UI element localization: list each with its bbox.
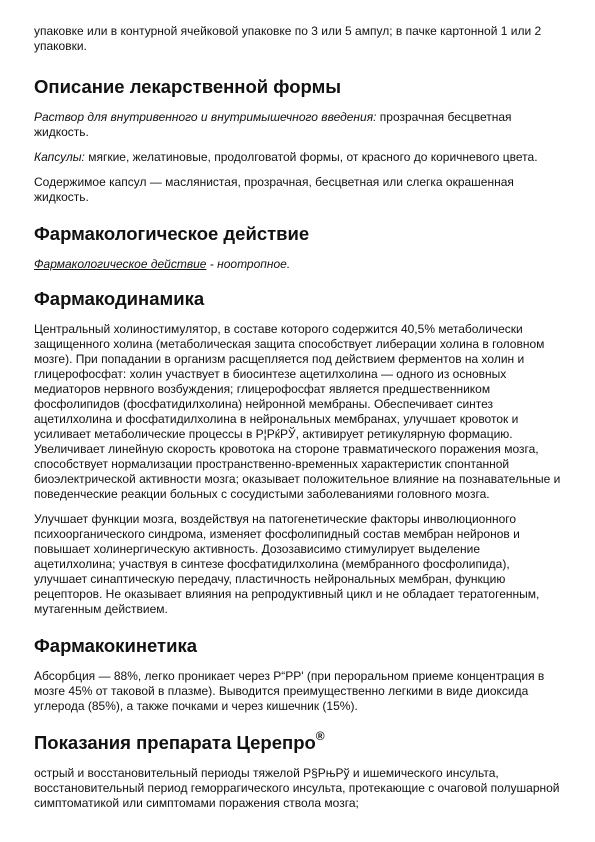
dosage-form-heading: Описание лекарственной формы <box>34 76 342 97</box>
indications-paragraph: острый и восстановительный периоды тяжелой Р§РњРў и ишемического инсульта, восстановительный период геморрагического инсульта, протекающие с очаговой полушарной симптоматикой или симптомами поражения ствола мозга; <box>34 766 560 810</box>
indications-heading-text: Показания препарата Церепро <box>34 732 316 753</box>
pharmacokinetics-paragraph: Абсорбция — 88%, легко проникает через Р“РР' (при пероральном приеме концентрация в мозге 45% от таковой в плазме). Выводится преимущественно легкими в виде диоксида углерода (85%), а также почками и через кишечник (15%). <box>34 669 545 713</box>
intro-text: упаковке или в контурной ячейковой упаковке по 3 или 5 ампул; в пачке картонной 1 или 2 упаковки. <box>34 24 542 53</box>
pharmacodynamics-paragraph-2: Улучшает функции мозга, воздействуя на патогенетические факторы инволюционного психоорганического синдрома, изменяет фосфолипидный состав мембран нейронов и повышает холинергическую активность. Дозозависимо стимулирует выделение ацетилхолина; участвуя в синтезе фосфатидилхолина (мембранного фосфолипида), улучшает синаптическую передачу, пластичность нейрональных мембран, функцию рецепторов. Не оказывает влияния на репродуктивный цикл и не обладает тератогенным, мутагенным действием. <box>34 512 540 616</box>
solution-label: Раствор для внутривенного и внутримышечного введения: <box>34 110 377 124</box>
pharm-action-heading: Фармакологическое действие <box>34 223 310 244</box>
registered-mark: ® <box>315 728 325 743</box>
pharmacodynamics-heading: Фармакодинамика <box>34 288 205 309</box>
pharmacokinetics-heading: Фармакокинетика <box>34 635 198 656</box>
pharmacodynamics-paragraph-1: Центральный холиностимулятор, в составе которого содержится 40,5% метаболически защищенного холина (метаболическая защита способствует либерации холина в головном мозге). При попадании в организм расщепляется под действием ферментов на холин и глицерофосфат: холин участвует в биосинтезе ацетилхолина — одного из основных медиаторов нервного возбуждения; глицерофосфат является предшественником фосфолипидов (фосфатидилхолина) нейронной мембраны. Обеспечивает синтез ацетилхолина и фосфатидилхолина в нейрональных мембранах, улучшает кровоток и усиливает метаболические процессы в Р¦РќРЎ, активирует ретикулярную формацию. Увеличивает линейную скорость кровотока на стороне травматического поражения мозга, способствует нормализации пространственно-временных характеристик спонтанной биоэлектрической активности мозга; оказывает положительное влияние на познавательные и поведенческие реакции больных с сосудистыми заболеваниями головного мозга. <box>34 322 561 501</box>
capsule-content-text: Содержимое капсул — маслянистая, прозрачная, бесцветная или слегка окрашенная жидкость. <box>34 175 514 204</box>
capsules-text: мягкие, желатиновые, продолговатой формы, от красного до коричневого цвета. <box>84 150 538 164</box>
document-page <box>34 24 562 811</box>
pharm-action-line <box>34 257 562 272</box>
solution-text: прозрачная бесцветная жидкость. <box>34 110 512 139</box>
capsules-description <box>34 150 562 165</box>
pharm-action-value: - ноотропное. <box>206 257 291 271</box>
pharm-action-link[interactable]: Фармакологическое действие <box>34 257 207 271</box>
solution-description <box>34 110 562 140</box>
indications-heading <box>34 728 562 754</box>
capsules-label: Капсулы: <box>34 150 85 164</box>
